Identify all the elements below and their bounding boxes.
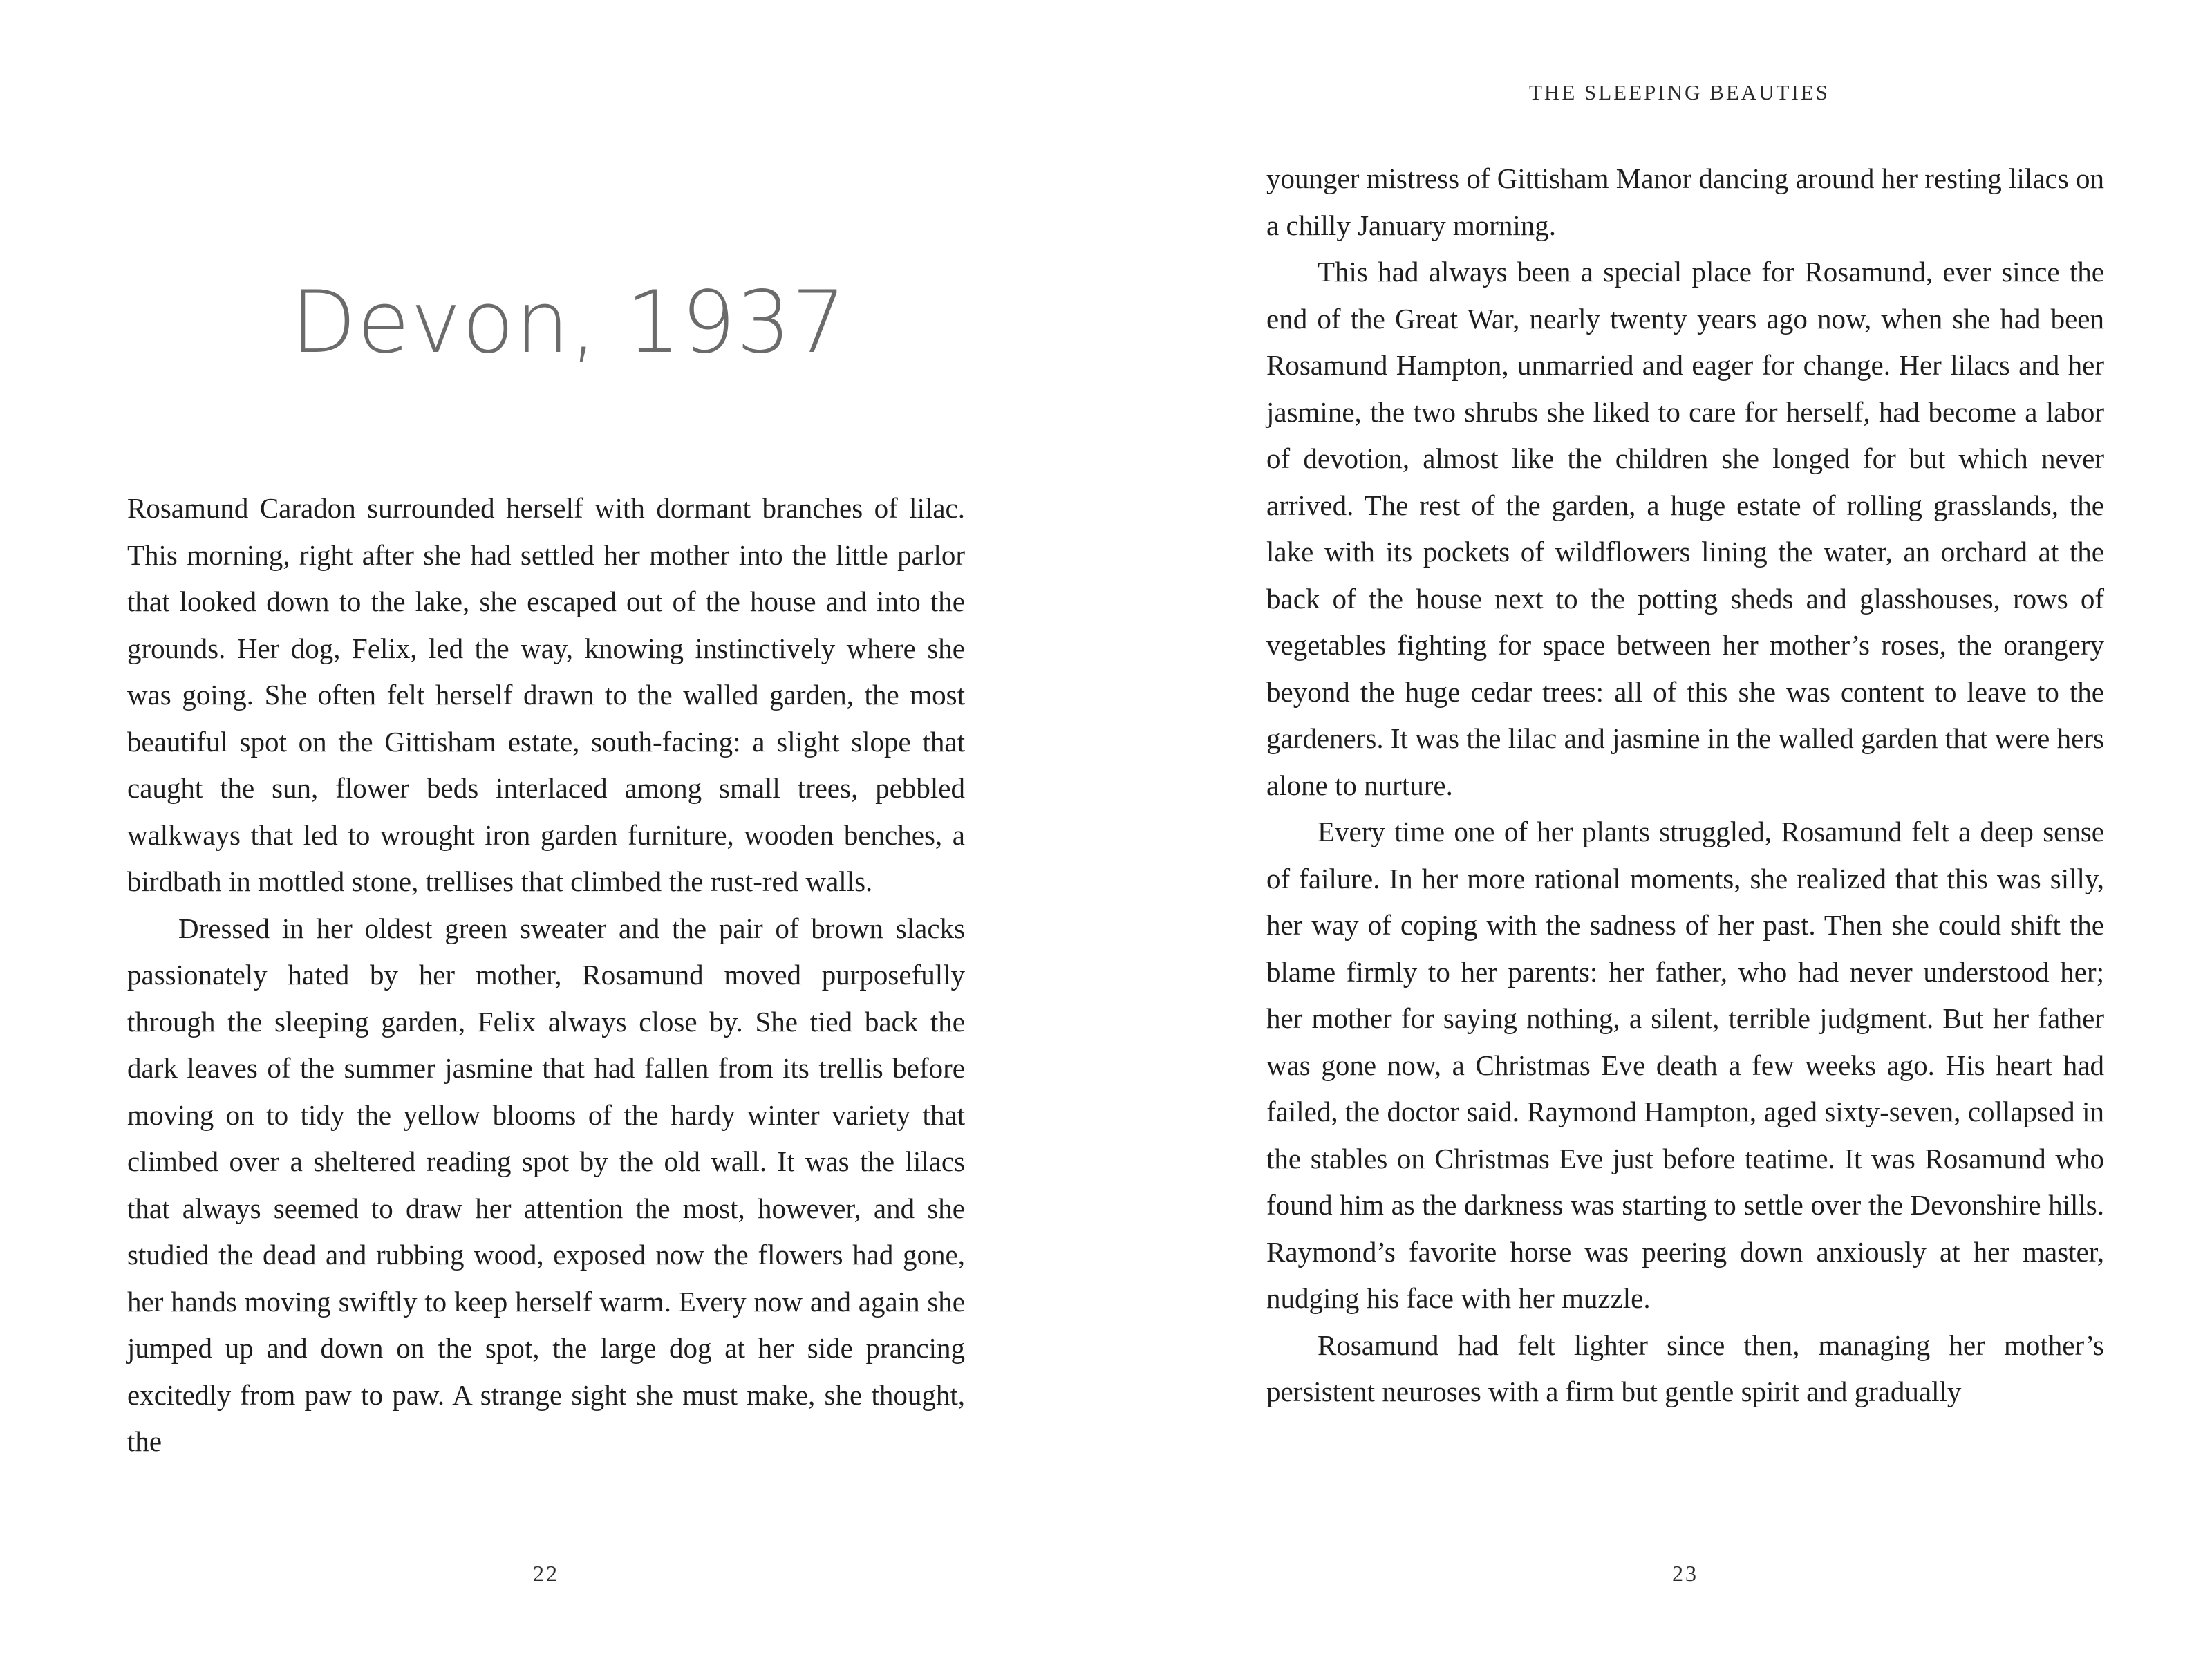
paragraph: Rosamund Caradon surrounded herself with dormant branches of lilac. This morning, right after she had settled her mother into the little parlor that looked down to the lake, she escaped out of the house and into the grounds. Her dog, Felix, led the way, knowing instinctively where she was going. She often felt herself drawn to the walled garden, the most beautiful spot on the Gittisham estate, south-facing: a slight slope that caught the sun, flower beds interlaced among small trees, pebbled walkways that led to wrought iron garden furniture, wooden benches, a birdbath in mottled stone, trellises that climbed the rust-red walls. (127, 492, 965, 897)
paragraph: younger mistress of Gittisham Manor dancing around her resting lilacs on a chilly January morning. (1266, 162, 2104, 241)
running-head: THE SLEEPING BEAUTIES (1529, 80, 1830, 104)
paragraph: Dressed in her oldest green sweater and the pair of brown slacks passionately hated by her mother, Rosamund moved purposefully through the sleeping garden, Felix always close by. She tied back the dark leaves of the summer jasmine that had fallen from its trellis before moving on to tidy the yellow blooms of the hardy winter variety that climbed over a sheltered reading spot by the old wall. It was the lilacs that always seemed to draw her attention the most, however, and she studied the dead and rubbing wood, exposed now the flowers had gone, her hands moving swiftly to keep herself warm. Every now and again she jumped up and down on the spot, the large dog at her side prancing excitedly from paw to paw. A strange sight she must make, she thought, the (127, 912, 965, 1457)
paragraph: Rosamund had felt lighter since then, managing her mother’s persistent neuroses with a firm but gentle spirit and gradually (1266, 1329, 2104, 1407)
paragraph: This had always been a special place for Rosamund, ever since the end of the Great War, nearly twenty years ago now, when she had been Rosamund Hampton, unmarried and eager for change. Her lilacs and her jasmine, the two shrubs she liked to care for herself, had become a labor of devotion, almost like the children she longed for but which never arrived. The rest of the garden, a huge estate of rolling grasslands, the lake with its pockets of wildflowers lining the water, an orchard at the back of the house next to the potting sheds and glasshouses, rows of vegetables fighting for space between her mother’s roses, the orangery beyond the huge cedar trees: all of this she was content to leave to the gardeners. It was the lilac and jasmine in the walled garden that were hers alone to nurture. (1266, 256, 2104, 801)
left-page-body (127, 485, 965, 1465)
chapter-title: Devon, 1937 (290, 273, 847, 373)
page-number: 23 (1672, 1561, 1698, 1586)
right-page-body (1266, 156, 2104, 1416)
right-page (1106, 0, 2212, 1659)
page-number: 22 (533, 1561, 559, 1586)
paragraph: Every time one of her plants struggled, Rosamund felt a deep sense of failure. In her more rational moments, she realized that this was silly, her way of coping with the sadness of her past. Then she could shift the blame firmly to her parents: her father, who had never understood her; her mother for saying nothing, a silent, terrible judgment. But her father was gone now, a Christmas Eve death a few weeks ago. His heart had failed, the doctor said. Raymond Hampton, aged sixty-seven, collapsed in the stables on Christmas Eve just before teatime. It was Rosamund who found him as the darkness was starting to settle over the Devonshire hills. Raymond’s favorite horse was peering down anxiously at her master, nudging his face with her muzzle. (1266, 816, 2104, 1314)
